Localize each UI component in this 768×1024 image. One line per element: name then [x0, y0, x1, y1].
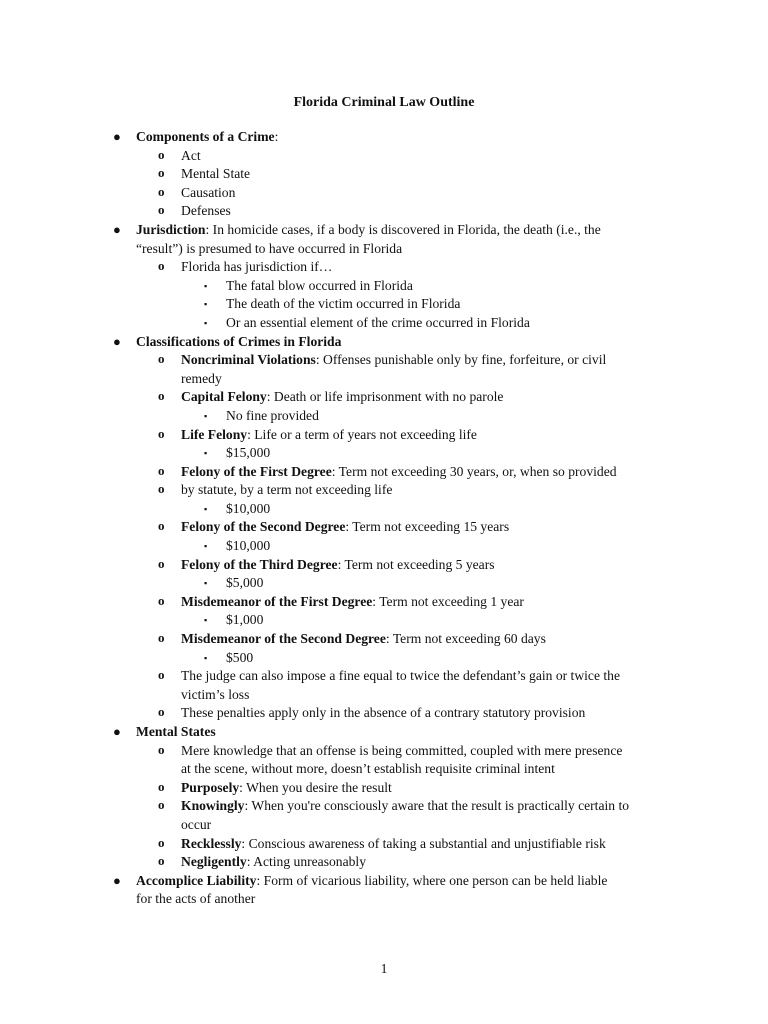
outline-continuation	[0, 890, 768, 909]
outline-item-level-1	[0, 723, 768, 742]
bullet-icon: ●	[113, 333, 121, 349]
bullet-icon: o	[158, 351, 165, 367]
term-label: Accomplice Liability	[136, 872, 257, 888]
bullet-icon: o	[158, 202, 165, 218]
outline-item-level-3	[0, 295, 768, 314]
bullet-icon: ▪	[204, 410, 208, 421]
bullet-icon: ▪	[204, 317, 208, 328]
bullet-icon: o	[158, 741, 165, 757]
item-text: $10,000	[226, 538, 271, 554]
item-text: Defenses	[181, 203, 231, 219]
bullet-icon: o	[158, 630, 165, 646]
outline-item-level-3	[0, 574, 768, 593]
outline-item-level-2	[0, 742, 768, 761]
item-text: : Life or a term of years not exceeding life	[247, 426, 477, 442]
term-label: Mental States	[136, 724, 216, 739]
term-label: Misdemeanor of the First Degree	[181, 593, 373, 609]
outline-item-level-1	[0, 221, 768, 240]
outline-item-level-3	[0, 537, 768, 556]
bullet-icon: o	[158, 704, 165, 720]
bullet-icon: o	[158, 165, 165, 181]
outline-continuation	[0, 686, 768, 705]
item-text: : Acting unreasonably	[246, 854, 366, 870]
item-text: victim’s loss	[181, 686, 250, 702]
item-text: remedy	[181, 370, 222, 386]
term-label: Misdemeanor of the Second Degree	[181, 631, 386, 647]
bullet-icon: ●	[113, 221, 121, 237]
item-text: Mere knowledge that an offense is being committed, coupled with mere presence	[181, 742, 623, 758]
item-text: : Conscious awareness of taking a substantial and unjustifiable risk	[241, 835, 606, 851]
outline-item-level-2	[0, 258, 768, 277]
outline-continuation	[0, 370, 768, 389]
term-label: Felony of the First Degree	[181, 463, 332, 479]
outline-item-level-1	[0, 128, 768, 147]
outline-item-level-2	[0, 147, 768, 166]
outline-item-level-2	[0, 165, 768, 184]
outline-item-level-2	[0, 667, 768, 686]
item-text: The death of the victim occurred in Florida	[226, 296, 461, 312]
item-text: : Term not exceeding 5 years	[337, 556, 495, 572]
bullet-icon: ▪	[204, 541, 208, 552]
bullet-icon: o	[158, 146, 165, 162]
bullet-icon: o	[158, 183, 165, 199]
item-text: “result”) is presumed to have occurred in Florida	[136, 240, 403, 256]
outline-item-level-2	[0, 593, 768, 612]
item-text: Florida has jurisdiction if…	[181, 259, 333, 275]
item-text: Mental State	[181, 166, 251, 182]
outline-item-level-3	[0, 407, 768, 426]
outline-item-level-3	[0, 314, 768, 333]
outline-item-level-3	[0, 649, 768, 668]
item-text: $1,000	[226, 612, 264, 628]
outline-item-level-2	[0, 556, 768, 575]
term-label: Classifications of Crimes in Florida	[136, 333, 342, 349]
bullet-icon: o	[158, 797, 165, 813]
item-text: No fine provided	[226, 407, 319, 423]
outline-item-level-3	[0, 500, 768, 519]
bullet-icon: o	[158, 518, 165, 534]
outline-item-level-2	[0, 184, 768, 203]
outline-item-level-2	[0, 202, 768, 221]
item-text: The judge can also impose a fine equal to twice the defendant’s gain or twice the	[181, 668, 620, 684]
item-text: $500	[226, 649, 254, 665]
outline-item-level-2	[0, 797, 768, 816]
bullet-icon: ▪	[204, 280, 208, 291]
bullet-icon: ●	[113, 724, 121, 739]
item-text: : Term not exceeding 30 years, or, when so provided	[331, 463, 617, 479]
item-text: : When you're consciously aware that the result is practically certain to	[244, 798, 630, 814]
item-text: : Offenses punishable only by fine, forfeiture, or civil	[315, 352, 607, 368]
outline-item-level-2	[0, 853, 768, 872]
bullet-icon: o	[158, 258, 165, 274]
outline-item-level-2	[0, 630, 768, 649]
item-text: $5,000	[226, 575, 264, 591]
bullet-icon: ●	[113, 129, 121, 144]
item-text: Act	[181, 147, 201, 163]
term-label: Components of a Crime	[136, 129, 275, 144]
item-text: $10,000	[226, 500, 271, 516]
bullet-icon: ▪	[204, 299, 208, 310]
term-label: Negligently	[181, 854, 247, 870]
term-label: Jurisdiction	[136, 221, 206, 237]
outline-item-level-2	[0, 835, 768, 854]
term-label: Capital Felony	[181, 389, 267, 405]
outline-item-level-3	[0, 277, 768, 296]
item-text: Or an essential element of the crime occurred in Florida	[226, 314, 530, 330]
outline-item-level-2	[0, 779, 768, 798]
term-label: Life Felony	[181, 426, 248, 442]
bullet-icon: o	[158, 425, 165, 441]
bullet-icon: o	[158, 592, 165, 608]
bullet-icon: o	[158, 481, 165, 497]
bullet-icon: ●	[113, 872, 121, 888]
bullet-icon: ▪	[204, 652, 208, 663]
bullet-icon: o	[158, 778, 165, 794]
item-text: : Term not exceeding 1 year	[372, 593, 524, 609]
term-label: Felony of the Second Degree	[181, 519, 346, 535]
item-text: : Term not exceeding 15 years	[345, 519, 510, 535]
bullet-icon: o	[158, 555, 165, 571]
item-text: : In homicide cases, if a body is discovered in Florida, the death (i.e., the	[205, 221, 601, 237]
outline-item-level-1	[0, 872, 768, 891]
item-text: : Death or life imprisonment with no parole	[266, 389, 504, 405]
outline-item-level-2	[0, 426, 768, 445]
item-text: by statute, by a term not exceeding life	[181, 482, 393, 498]
item-text: $15,000	[226, 445, 271, 461]
item-text: The fatal blow occurred in Florida	[226, 277, 413, 293]
item-text: : Form of vicarious liability, where one person can be held liable	[256, 872, 608, 888]
page-number: 1	[380, 961, 388, 976]
term-label: Felony of the Third Degree	[181, 556, 338, 572]
bullet-icon: o	[158, 462, 165, 478]
outline-item-level-3	[0, 611, 768, 630]
item-text: : Term not exceeding 60 days	[385, 631, 546, 647]
item-text: occur	[181, 816, 212, 832]
bullet-icon: o	[158, 667, 165, 683]
item-text: at the scene, without more, doesn’t establish requisite criminal intent	[181, 761, 555, 777]
term-label: Noncriminal Violations	[181, 352, 316, 368]
outline-continuation	[0, 760, 768, 779]
outline-list	[0, 128, 768, 909]
item-text: :	[274, 129, 279, 144]
bullet-icon: o	[158, 853, 165, 869]
outline-item-level-2	[0, 704, 768, 723]
term-label: Knowingly	[181, 798, 245, 814]
item-text: Causation	[181, 184, 236, 200]
outline-item-level-3	[0, 444, 768, 463]
outline-item-level-1	[0, 333, 768, 352]
outline-item-level-2	[0, 463, 768, 482]
bullet-icon: ▪	[204, 503, 208, 514]
outline-item-level-2	[0, 518, 768, 537]
outline-item-level-2	[0, 481, 768, 500]
outline-continuation	[0, 816, 768, 835]
item-text: : When you desire the result	[239, 779, 392, 795]
item-text: for the acts of another	[136, 891, 256, 907]
bullet-icon: ▪	[204, 578, 208, 589]
page-title: Florida Criminal Law Outline	[293, 95, 475, 110]
outline-item-level-2	[0, 388, 768, 407]
bullet-icon: ▪	[204, 448, 208, 459]
bullet-icon: o	[158, 388, 165, 404]
item-text: These penalties apply only in the absence of a contrary statutory provision	[181, 705, 586, 721]
term-label: Purposely	[181, 779, 240, 795]
bullet-icon: o	[158, 834, 165, 850]
outline-continuation	[0, 240, 768, 259]
outline-item-level-2	[0, 351, 768, 370]
bullet-icon: ▪	[204, 615, 208, 626]
term-label: Recklessly	[181, 835, 242, 851]
